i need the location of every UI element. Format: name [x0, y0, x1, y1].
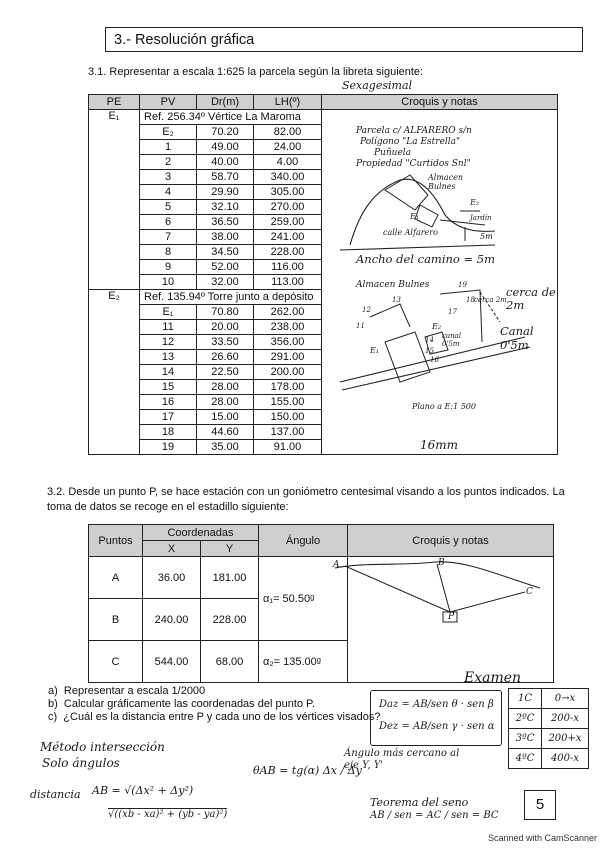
cell-dr: 34.50 — [197, 245, 254, 260]
hand-metodo: Método intersección — [40, 740, 165, 754]
cell-dr: 38.00 — [197, 230, 254, 245]
sketch-c-label: C — [526, 587, 533, 597]
header-coordenadas: Coordenadas — [143, 525, 259, 541]
cell-lh: 4.00 — [254, 155, 322, 170]
cell-pv: 2 — [140, 155, 197, 170]
sketch-b-label: B — [438, 558, 445, 568]
cell-pv: 3 — [140, 170, 197, 185]
sketch1-line: Puñuela — [374, 148, 412, 158]
handnote-sexagesimal: Sexagesimal — [342, 79, 413, 92]
cell-dr: 32.10 — [197, 200, 254, 215]
sketch-a-label: A — [333, 560, 340, 570]
quad-val: 200+x — [542, 729, 589, 749]
cell-pv: 7 — [140, 230, 197, 245]
cell-dr: 15.00 — [197, 410, 254, 425]
cell-lh: 291.00 — [254, 350, 322, 365]
hand-dist-formula: AB = √(Δx² + Δy²) — [92, 784, 194, 797]
point-name: A — [89, 557, 143, 599]
hand-formula-1: Daz = AB/sen θ · sen β — [379, 699, 494, 710]
cell-lh: 259.00 — [254, 215, 322, 230]
cell-dr: 70.20 — [197, 125, 254, 140]
hand-formula-box — [370, 690, 502, 746]
sketch2-num: 19 — [458, 281, 467, 289]
cell-pv: 6 — [140, 215, 197, 230]
sketch1-line: Parcela c/ ALFARERO s/n — [356, 126, 472, 136]
cell-lh: 91.00 — [254, 440, 322, 455]
header-y: Y — [201, 541, 259, 557]
sketch2-plano: Plano a E:1 500 — [412, 402, 476, 411]
hand-theta: θAB = tg(α) Δx / Δy — [253, 764, 362, 777]
task-text: Representar a escala 1/2000 — [63, 685, 206, 697]
cell-dr: 40.00 — [197, 155, 254, 170]
page-number: 5 — [524, 790, 556, 820]
sketch2-almacen: Almacen Bulnes — [356, 280, 430, 290]
task-item — [48, 685, 380, 698]
point-x: 544.00 — [143, 641, 201, 683]
cell-lh: 116.00 — [254, 260, 322, 275]
cell-pv: 17 — [140, 410, 197, 425]
cell-pv: 13 — [140, 350, 197, 365]
cell-pv: 5 — [140, 200, 197, 215]
point-y: 228.00 — [201, 599, 259, 641]
quad-key: 4ºC — [509, 749, 542, 769]
point-y: 181.00 — [201, 557, 259, 599]
section-title: 3.- Resolución gráfica — [105, 27, 583, 52]
pe-cell: E₂ — [89, 290, 140, 455]
cell-lh: 113.00 — [254, 275, 322, 290]
cell-dr: 52.00 — [197, 260, 254, 275]
task-key: b) — [48, 698, 58, 710]
hand-formula-2: Dez = AB/sen γ · sen α — [379, 721, 495, 732]
task-item — [48, 698, 380, 711]
cell-pv: E₂ — [140, 125, 197, 140]
point-y: 68.00 — [201, 641, 259, 683]
hand-teorema: Teorema del seno — [370, 796, 469, 809]
sketch1-line: Propiedad "Curtidos Snl" — [356, 159, 471, 169]
cell-dr: 58.70 — [197, 170, 254, 185]
cell-lh: 305.00 — [254, 185, 322, 200]
sketch1-line: Polígono "La Estrella" — [360, 137, 461, 147]
sketch2-num: 12 — [362, 306, 371, 314]
task-item — [48, 711, 380, 724]
reference-cell: Ref. 135.94º Torre junto a depósito — [140, 290, 322, 305]
quad-key: 3ºC — [509, 729, 542, 749]
quad-key: 1C — [509, 689, 542, 709]
sketch2-cerca-side: cerca 2m — [474, 296, 507, 304]
task-list — [48, 685, 380, 724]
sketch2-e2: E₂ — [432, 322, 442, 331]
sketch1-calle: calle Alfarero — [383, 228, 438, 237]
cell-dr: 28.00 — [197, 380, 254, 395]
scanner-watermark: Scanned with CamScanner — [488, 833, 598, 843]
header-croquis: Croquis y notas — [322, 95, 558, 110]
cell-lh: 178.00 — [254, 380, 322, 395]
cell-dr: 35.00 — [197, 440, 254, 455]
sketch2-num: 17 — [448, 308, 457, 316]
cell-dr: 22.50 — [197, 365, 254, 380]
header-puntos: Puntos — [89, 525, 143, 557]
reference-cell: Ref. 256.34º Vértice La Maroma — [140, 110, 322, 125]
cell-dr: 28.00 — [197, 395, 254, 410]
sketch1-e2: E₂ — [470, 198, 480, 207]
cell-pv: 9 — [140, 260, 197, 275]
cell-lh: 241.00 — [254, 230, 322, 245]
hand-angulo: Ángulo más cercano al eje Y, Y' — [344, 748, 460, 771]
sketch1-jardin: Jardín — [470, 214, 492, 222]
cell-dr: 33.50 — [197, 335, 254, 350]
point-x: 240.00 — [143, 599, 201, 641]
header-x: X — [143, 541, 201, 557]
cell-pv: 14 — [140, 365, 197, 380]
cell-pv: 8 — [140, 245, 197, 260]
goniometer-sketch — [325, 560, 553, 630]
cell-lh: 82.00 — [254, 125, 322, 140]
hand-quadrant-table — [508, 688, 589, 769]
cell-lh: 155.00 — [254, 395, 322, 410]
cell-dr: 29.90 — [197, 185, 254, 200]
hand-teorema-f: AB / sen = AC / sen = BC — [370, 810, 499, 821]
header-pv: PV — [140, 95, 197, 110]
cell-dr: 26.60 — [197, 350, 254, 365]
cell-lh: 24.00 — [254, 140, 322, 155]
sketch2-num: 16 — [430, 356, 439, 364]
header-pe: PE — [89, 95, 140, 110]
point-name: B — [89, 599, 143, 641]
sketch1-ancho: Ancho del camino = 5m — [356, 252, 496, 266]
sketch2-cerca: cerca de 2m — [506, 285, 556, 312]
cell-lh: 228.00 — [254, 245, 322, 260]
cell-pv: 12 — [140, 335, 197, 350]
cell-lh: 150.00 — [254, 410, 322, 425]
sketch2-e1: E₁ — [370, 346, 380, 355]
task-text: ¿Cuál es la distancia entre P y cada uno de los vértices visados? — [63, 711, 381, 723]
cell-lh: 340.00 — [254, 170, 322, 185]
sketch1-address — [356, 126, 472, 170]
question-3-2: 3.2. Desde un punto P, se hace estación con un goniómetro centesimal visando a los puntos indicados. La toma de datos se recoge en el estadillo siguiente: — [47, 486, 565, 513]
question-3-1: 3.1. Representar a escala 1:625 la parcela según la libreta siguiente: — [88, 66, 424, 78]
hand-examen: Examen — [464, 670, 522, 686]
cell-dr: 49.00 — [197, 140, 254, 155]
hand-distancia: distancia — [30, 788, 81, 801]
cell-lh: 238.00 — [254, 320, 322, 335]
header-lh: LH(º) — [254, 95, 322, 110]
hand-dist-formula2: √((xb - xa)² + (yb - ya)²) — [108, 809, 228, 820]
sketch2-num: 13 — [392, 296, 401, 304]
sketch2-canal: Canal 0'5m — [500, 324, 534, 352]
cell-dr: 44.60 — [197, 425, 254, 440]
pe-cell: E₁ — [89, 110, 140, 290]
cell-lh: 270.00 — [254, 200, 322, 215]
cell-lh: 137.00 — [254, 425, 322, 440]
cell-lh: 200.00 — [254, 365, 322, 380]
sketch1-e1: E₁ — [410, 212, 420, 221]
task-key: c) — [48, 711, 58, 723]
cell-pv: E₁ — [140, 305, 197, 320]
hand-solo: Solo ángulos — [42, 756, 120, 770]
cell-pv: 16 — [140, 395, 197, 410]
quad-val: 400-x — [542, 749, 589, 769]
cell-dr: 70.80 — [197, 305, 254, 320]
cell-dr: 36.50 — [197, 215, 254, 230]
cell-pv: 4 — [140, 185, 197, 200]
angle-2: α₂= 135.00ᵍ — [259, 641, 348, 683]
header-dr: Dr(m) — [197, 95, 254, 110]
point-x: 36.00 — [143, 557, 201, 599]
sketch1-5m: 5m — [480, 232, 493, 241]
point-name: C — [89, 641, 143, 683]
cell-pv: 19 — [140, 440, 197, 455]
sketch1-almacen: Almacen Bulnes — [428, 173, 464, 191]
cell-dr: 32.00 — [197, 275, 254, 290]
quad-key: 2ºC — [509, 709, 542, 729]
header-croquis-2: Croquis y notas — [348, 525, 554, 557]
sketch2-num: 11 — [356, 322, 365, 330]
sketch-p-label: P — [448, 612, 455, 622]
cell-lh: 356.00 — [254, 335, 322, 350]
sketch2-num: 14 — [425, 336, 434, 344]
sketch2-num: 18 — [466, 296, 475, 304]
header-angulo: Ángulo — [259, 525, 348, 557]
cell-pv: 15 — [140, 380, 197, 395]
sketch2-bottom: 16mm — [420, 438, 459, 452]
sketch2-num: 15 — [425, 347, 434, 355]
quad-val: 200-x — [542, 709, 589, 729]
cell-pv: 11 — [140, 320, 197, 335]
cell-dr: 20.00 — [197, 320, 254, 335]
cell-pv: 1 — [140, 140, 197, 155]
quad-val: 0→x — [542, 689, 589, 709]
sketch2-canal-small: canal 0'5m — [442, 332, 462, 348]
cell-pv: 10 — [140, 275, 197, 290]
task-key: a) — [48, 685, 58, 697]
task-text: Calcular gráficamente las coordenadas del punto P. — [63, 698, 316, 710]
angle-1: α₁= 50.50ᵍ — [259, 557, 348, 641]
cell-pv: 18 — [140, 425, 197, 440]
cell-lh: 262.00 — [254, 305, 322, 320]
